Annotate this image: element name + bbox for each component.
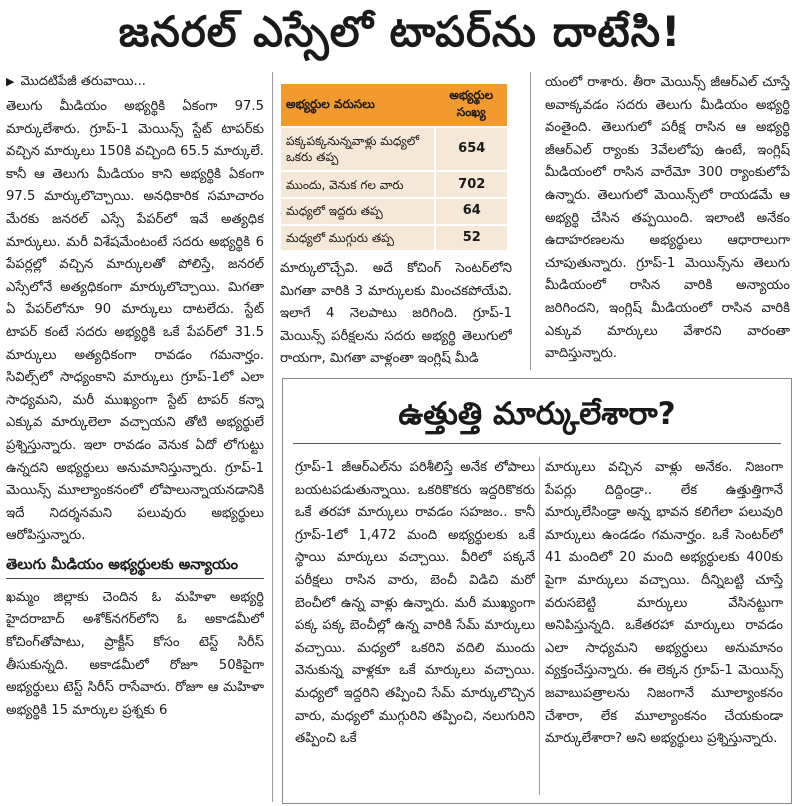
right-column <box>545 72 790 367</box>
sidebar-box <box>282 378 792 804</box>
left-paragraph-1: తెలుగు మీడియం అభ్యర్థికి ఏకంగా 97.5 మార్కులేశారు. గ్రూప్-1 మెయిన్స్ స్టేట్ టాపర్‌కు వచ్చిన మార్కులు 150కి వచ్చింది 65.5 మార్కులే. కానీ ఆ తెలుగు మీడియం కాని అభ్యర్థికి ఏకంగా 97.5 మార్కులొచ్చాయి. అనధికారిక సమాచారం మేరకు జనరల్ ఎస్సే పేపర్‌లో ఇవే అత్యధిక మార్కులు. మరీ విశేషమేంటంటే సదరు అభ్యర్థికి 6 పేపర్లల్లో వచ్చిన మార్కులతో పోలిస్తే, జనరల్ ఎస్సేలోనే అత్యధికంగా మార్కులొచ్చాయి. మిగతా ఏ పేపర్‌లోనూ 90 మార్కులు దాటలేదు. స్టేట్ టాపర్ కంటే సదరు అభ్యర్థికి ఒకే పేపర్‌లో 31.5 మార్కులు అత్యధికంగా రావడం గమనార్హం. సివిల్స్‌లో సాధ్యంకాని మార్కులు గ్రూప్-1లో ఎలా సాధ్యమని, మరీ ముఖ్యంగా స్టేట్ టాపర్ కన్నా ఎక్కువ మార్కులెలా వచ్చాయని తోటి అభ్యర్థులే ప్రశ్నిస్తున్నారు. ఇలా రావడం వెనుక ఏదో లోగుట్టు ఉన్నదని అభ్యర్థులు అనుమానిస్తున్నారు. గ్రూప్-1 మెయిన్స్ మూల్యాంకనంలో లోపాలున్నాయనడానికి ఇదే నిదర్శనమని పలువురు అభ్యర్థులు ఆరోపిస్తున్నారు. <box>6 99 264 544</box>
candidates-table <box>281 84 507 250</box>
row-count: 52 <box>435 225 507 251</box>
box-title-rule <box>293 443 781 444</box>
row-count: 64 <box>435 198 507 225</box>
right-paragraph: యంలో రాశారు. తీరా మెయిన్స్ జీఆర్‌ఎల్ చూస్తే అవాక్కవడం సదరు తెలుగు మీడియం అభ్యర్థి వంతైంది. తెలుగులో పరీక్ష రాసిన ఆ అభ్యర్థి జీఆర్‌ఎల్ ర్యాంకు 3వేలలోపు ఉంటే, ఇంగ్లిష్ మీడియంలో రాసిన వారేమో 300 ర్యాంకులోపే ఉన్నారు. తెలుగులో మెయిన్స్‌లో రాయడమే ఆ అభ్యర్థి చేసిన తప్పయింది. ఇలాంటి అనేకం ఉదాహరణలను అభ్యర్థులు ఆధారాలుగా చూపుతున్నారు. గ్రూప్-1 మెయిన్స్‌ను తెలుగు మీడియంలో రాసిన వారికి అన్యాయం జరిగిందని, ఇంగ్లిష్ మీడియంలో రాసిన వారికి ఎక్కువ మార్కులు వేశారని వారంతా వాదిస్తున్నారు. <box>545 75 790 362</box>
middle-column <box>280 258 512 370</box>
header-count: అభ్యర్థుల సంఖ్య <box>435 84 507 127</box>
row-count: 702 <box>435 171 507 198</box>
header-category: అభ్యర్థుల వరుసలు <box>281 84 435 127</box>
row-label: పక్కపక్కనున్నవాళ్లు మధ్యలో ఒకరు తప్ప <box>281 127 435 171</box>
box-title: ఉత్తుత్తి మార్కులేశారా? <box>398 396 676 432</box>
left-subheading: తెలుగు మీడియం అభ్యర్థులకు అన్యాయం <box>6 554 264 579</box>
headline: జనరల్ ఎస్సేలో టాపర్‌ను దాటేసి! <box>118 7 682 56</box>
box-column-1 <box>295 457 535 799</box>
continuation-text: మొదటిపేజీ తరువాయి... <box>20 74 146 89</box>
triangle-bullet-icon: ▶ <box>6 75 15 88</box>
middle-paragraph: మార్కులొచ్చేవి. అదే కోచింగ్ సెంటర్‌లోని మిగతా వారికి 3 మార్కులకు మించకపోయేవి. ఇలాగే 4 నెలపాటు జరిగింది. గ్రూప్-1 మెయిన్స్ పరీక్షలను సదరు అభ్యర్థి తెలుగులో రాయగా, మిగతా వాళ్లంతా ఇంగ్లిష్ మీడి <box>280 261 512 367</box>
box-column-divider <box>539 457 540 795</box>
seating-table <box>281 84 507 250</box>
row-label: మధ్యలో ముగ్గురు తప్ప <box>281 225 435 251</box>
table-row <box>281 171 507 198</box>
column-divider-right <box>530 72 531 370</box>
box-column-2 <box>545 457 783 799</box>
continuation-lead <box>6 72 264 92</box>
table-row <box>281 198 507 225</box>
left-column <box>6 72 264 802</box>
table-row <box>281 127 507 171</box>
box-paragraph-2: మార్కులు వచ్చిన వాళ్లు అనేకం. నిజంగా పేపర్లు దిద్దిండ్రా.. లేక ఉత్తుత్తిగానే మార్కులేసిండ్రా అన్న భావన కలిగేలా పలువురి మార్కులు ఉండడం గమనార్హం. ఒకే సెంటర్‌లో 41 మందిలో 20 మంది అభ్యర్థులకు 400కు పైగా మార్కులు వచ్చాయి. దీన్నిబట్టి చూస్తే వరుసబెట్టి మార్కులు వేసినట్టుగా అనిపిస్తున్నది. ఒకేతరహా మార్కులు రావడం ఎలా సాధ్యమని అభ్యర్థులు అనుమానం వ్యక్తంచేస్తున్నారు. ఈ లెక్కన గ్రూప్-1 మెయిన్స్ జవాబుపత్రాలను నిజంగానే మూల్యాంకనం చేశారా, లేక మూల్యాంకనం చేయకుండా మార్కులేశారా? అని అభ్యర్థులు ప్రశ్నిస్తున్నారు. <box>545 460 783 747</box>
row-count: 654 <box>435 127 507 171</box>
table-header-row <box>281 84 507 127</box>
row-label: ముందు, వెనుక గల వారు <box>281 171 435 198</box>
left-paragraph-2: ఖమ్మం జిల్లాకు చెందిన ఓ మహిళా అభ్యర్థి హైదరాబాద్ అశోక్‌నగర్‌లోని ఓ అకాడమీలో కోచింగ్‌తోపాటు, ప్రాక్టీస్ కోసం టెస్ట్ సిరీస్ తీసుకున్నది. అకాడమీలో రోజూ 50కిపైగా అభ్యర్థులు టెస్ట్ సిరీస్ రాసేవారు. రోజూ ఆ మహిళా అభ్యర్థికి 15 మార్కుల ప్రశ్నకు 6 <box>6 589 264 718</box>
column-divider-left <box>272 72 273 802</box>
table-row <box>281 225 507 251</box>
row-label: మధ్యలో ఇద్దరు తప్ప <box>281 198 435 225</box>
box-paragraph-1: గ్రూప్-1 జీఆర్‌ఎల్‌ను పరిశీలిస్తే అనేక లోపాలు బయటపడుతున్నాయి. ఒకరికొకరు ఇద్దరికొకరు ఒకే తరహా మార్కులు రావడం సహజం.. కానీ గ్రూప్-1లో 1,472 మంది అభ్యర్థులకు ఒకే స్థాయి మార్కులు వచ్చాయి. వీరిలో పక్కనే పరీక్షలు రాసిన వారు, బెంచీ విడిచి మరో బెంచీలో ఉన్న వాళ్లు ఉన్నారు. మరీ ముఖ్యంగా పక్క పక్క బెంచీల్లో ఉన్న వారికి సేమ్ మార్కులు వచ్చాయి. మధ్యలో ఒకరిని వదిలి ముందు వెనుకున్న వాళ్లకూ ఒకే మార్కులు వచ్చాయి. మధ్యలో ఇద్దరిని తప్పించి సేమ్ మార్కులొచ్చిన వారు, మధ్యలో ముగ్గురిని తప్పించి, నలుగురిని తప్పించి ఒకే <box>295 460 535 747</box>
